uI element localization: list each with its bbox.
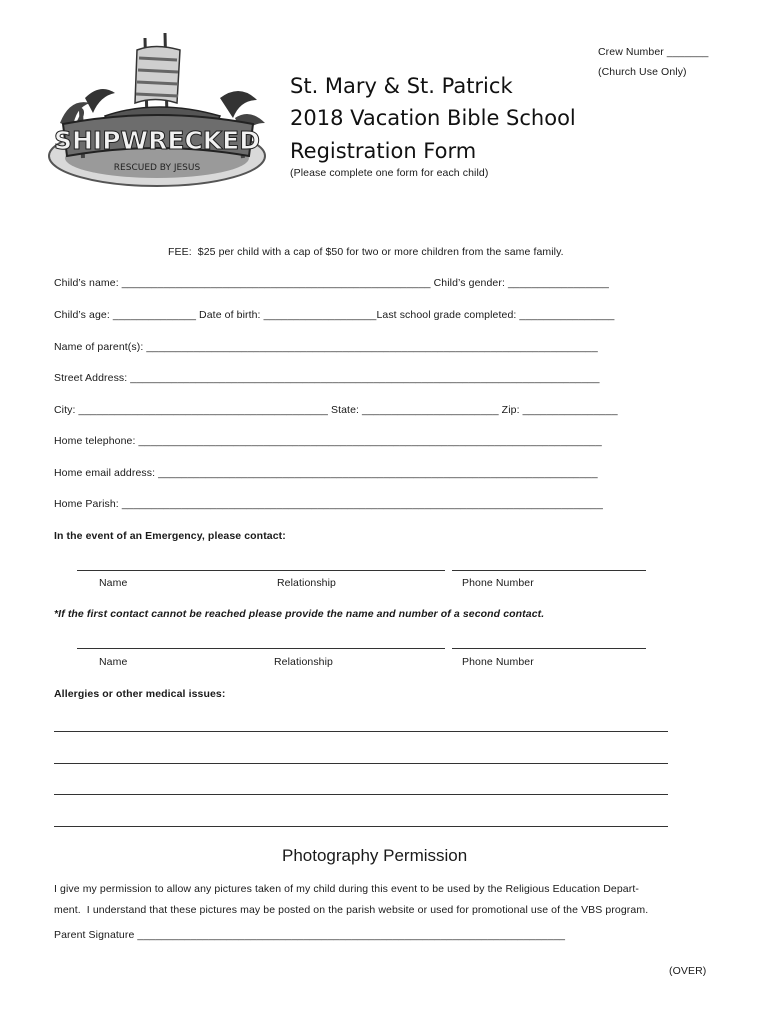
street-field[interactable]: Street Address: _______________________________________________________________________________	[54, 372, 600, 384]
fee-text: FEE: $25 per child with a cap of $50 for two or more children from the same family.	[168, 246, 564, 258]
photo-heading: Photography Permission	[282, 846, 468, 865]
allergies-line-1[interactable]	[54, 731, 668, 732]
over-note: (OVER)	[669, 965, 707, 977]
title-line-3: Registration Form	[290, 139, 477, 163]
emergency-name-line-1[interactable]	[77, 570, 445, 571]
emergency-name-line-2[interactable]	[77, 648, 445, 649]
col-relationship-1: Relationship	[277, 577, 336, 589]
parents-field[interactable]: Name of parent(s): ____________________________________________________________________________	[54, 341, 598, 353]
logo-tagline: RESCUED BY JESUS	[113, 163, 201, 173]
parent-signature-field[interactable]: Parent Signature ________________________________________________________________________	[54, 929, 566, 941]
title-line-2: 2018 Vacation Bible School	[290, 106, 576, 130]
allergies-heading: Allergies or other medical issues:	[54, 688, 226, 700]
city-field[interactable]: City: __________________________________________ State: _______________________ Zip: ________________	[54, 404, 618, 416]
emergency-phone-line-2[interactable]	[452, 648, 646, 649]
shipwrecked-logo	[45, 28, 270, 193]
logo-text: SHIPWRECKED	[53, 126, 261, 155]
title-line-1: St. Mary & St. Patrick	[290, 74, 513, 98]
home-phone-field[interactable]: Home telephone: ______________________________________________________________________________	[54, 435, 602, 447]
allergies-line-3[interactable]	[54, 794, 668, 795]
child-name-field[interactable]: Child’s name: ____________________________________________________ Child’s gender: _________________	[54, 277, 609, 289]
col-name-2: Name	[99, 656, 128, 668]
photo-line-2: ment. I understand that these pictures may be posted on the parish website or used for promotional use of the VBS program.	[54, 904, 649, 916]
col-name-1: Name	[99, 577, 128, 589]
allergies-line-2[interactable]	[54, 763, 668, 764]
church-use-only: (Church Use Only)	[598, 66, 687, 78]
col-phone-2: Phone Number	[462, 656, 534, 668]
emergency-heading: In the event of an Emergency, please contact:	[54, 530, 286, 542]
home-email-field[interactable]: Home email address: __________________________________________________________________________	[54, 467, 598, 479]
allergies-line-4[interactable]	[54, 826, 668, 827]
col-relationship-2: Relationship	[274, 656, 333, 668]
home-parish-field[interactable]: Home Parish: _________________________________________________________________________________	[54, 498, 603, 510]
crew-number: Crew Number _______	[598, 46, 709, 58]
col-phone-1: Phone Number	[462, 577, 534, 589]
child-age-field[interactable]: Child’s age: ______________ Date of birth: ___________________Last school grade completed: ________________	[54, 309, 615, 321]
emergency-phone-line-1[interactable]	[452, 570, 646, 571]
subtitle: (Please complete one form for each child)	[290, 167, 489, 179]
second-contact-note: *If the first contact cannot be reached please provide the name and number of a second contact.	[54, 608, 545, 620]
photo-line-1: I give my permission to allow any pictures taken of my child during this event to be used by the Religious Education Depart-	[54, 883, 639, 895]
